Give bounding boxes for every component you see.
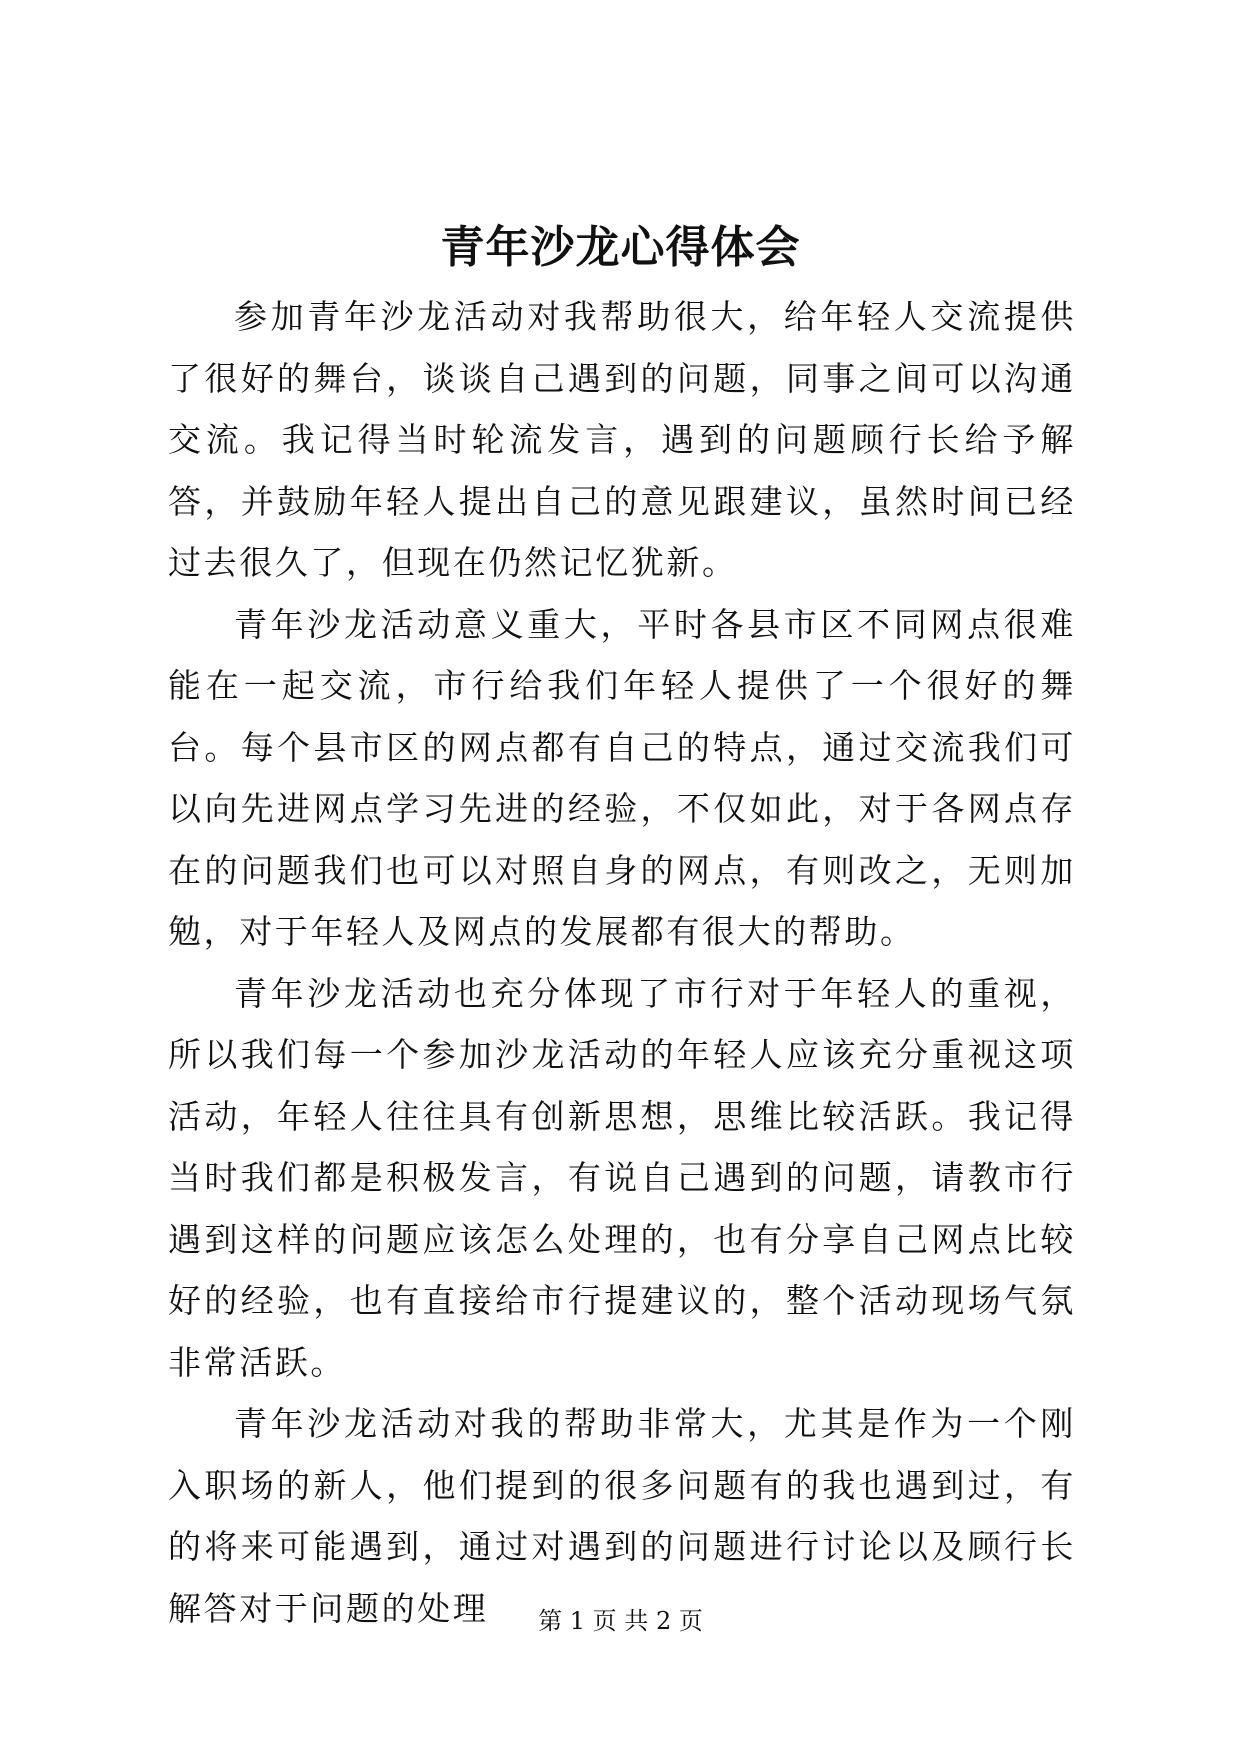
paragraph-3: 青年沙龙活动也充分体现了市行对于年轻人的重视，所以我们每一个参加沙龙活动的年轻人应该充分重视这项活动，年轻人往往具有创新思想，思维比较活跃。我记得当时我们都是积极发言，有说自己遇到的问题，请教市行遇到这样的问题应该怎么处理的，也有分享自己网点比较好的经验，也有直接给市行提建议的，整个活动现场气氛非常活跃。 (168, 973, 1076, 1382)
paragraph-2: 青年沙龙活动意义重大，平时各县市区不同网点很难能在一起交流，市行给我们年轻人提供了一个很好的舞台。每个县市区的网点都有自己的特点，通过交流我们可以向先进网点学习先进的经验，不仅如此，对于各网点存在的问题我们也可以对照自身的网点，有则改之，无则加勉，对于年轻人及网点的发展都有很大的帮助。 (168, 604, 1076, 951)
document-title: 青年沙龙心得体会 (440, 222, 801, 273)
paragraph-1: 参加青年沙龙活动对我帮助很大，给年轻人交流提供了很好的舞台，谈谈自己遇到的问题，同事之间可以沟通交流。我记得当时轮流发言，遇到的问题顾行长给予解答，并鼓励年轻人提出自己的意见跟建议，虽然时间已经过去很久了，但现在仍然记忆犹新。 (168, 297, 1076, 582)
page-footer: 第 1 页 共 2 页 (538, 1607, 703, 1635)
paragraph-4: 青年沙龙活动对我的帮助非常大，尤其是作为一个刚入职场的新人，他们提到的很多问题有的我也遇到过，有的将来可能遇到，通过对遇到的问题进行讨论以及顾行长解答对于问题的处理 (168, 1404, 1076, 1628)
document-body (168, 286, 1076, 1639)
